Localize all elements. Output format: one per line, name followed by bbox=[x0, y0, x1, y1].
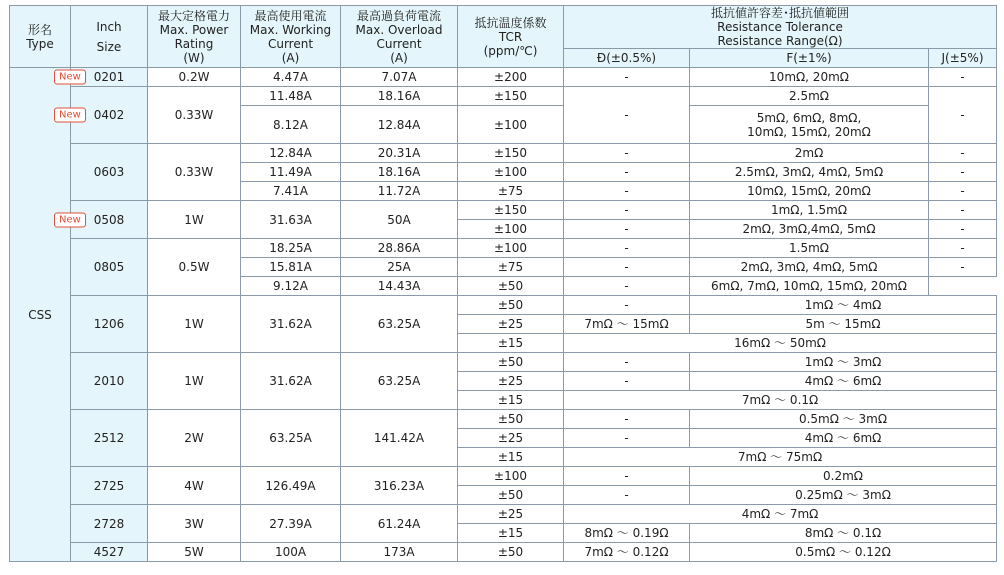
tolerance-fj-cell: 0.2mΩ bbox=[690, 467, 997, 486]
tolerance-f-cell: 2.5mΩ bbox=[690, 87, 929, 106]
tolerance-f-cell: 1.5mΩ bbox=[690, 239, 929, 258]
tolerance-d-cell: - bbox=[564, 182, 690, 201]
tcr-cell: ±25 bbox=[458, 372, 564, 391]
power-cell: 1W bbox=[148, 296, 241, 353]
overload-current-cell: 11.72A bbox=[341, 182, 458, 201]
working-current-cell: 31.63A bbox=[241, 201, 341, 239]
overload-current-cell: 18.16A bbox=[341, 163, 458, 182]
tolerance-d-cell: - bbox=[564, 87, 690, 144]
tolerance-d-cell: 7mΩ ～ 0.12Ω bbox=[564, 543, 690, 562]
power-cell: 2W bbox=[148, 410, 241, 467]
tolerance-fj-cell: 8mΩ ～ 0.1Ω bbox=[690, 524, 997, 543]
tolerance-d-cell: - bbox=[564, 201, 690, 220]
working-current-cell: 31.62A bbox=[241, 296, 341, 353]
tolerance-all-cell: 7mΩ ～ 75mΩ bbox=[564, 448, 997, 467]
power-cell: 5W bbox=[148, 543, 241, 562]
tolerance-d-cell: - bbox=[564, 68, 690, 87]
table-row bbox=[10, 353, 997, 372]
tcr-cell: ±15 bbox=[458, 391, 564, 410]
power-cell: 0.33W bbox=[148, 87, 241, 144]
tolerance-all-cell: 4mΩ ～ 7mΩ bbox=[564, 505, 997, 524]
working-current-cell: 18.25A bbox=[241, 239, 341, 258]
table-row bbox=[10, 87, 997, 106]
tcr-cell: ±15 bbox=[458, 334, 564, 353]
tolerance-d-cell: - bbox=[564, 220, 690, 239]
tolerance-all-cell: 7mΩ ～ 0.1Ω bbox=[564, 391, 997, 410]
overload-current-cell: 18.16A bbox=[341, 87, 458, 106]
tcr-cell: ±75 bbox=[458, 258, 564, 277]
tolerance-f-cell: 6mΩ, 7mΩ, 10mΩ, 15mΩ, 20mΩ bbox=[690, 277, 929, 296]
table-row bbox=[10, 467, 997, 486]
tolerance-d-cell: - bbox=[564, 353, 690, 372]
tolerance-f-cell: 10mΩ, 15mΩ, 20mΩ bbox=[690, 182, 929, 201]
table-row bbox=[10, 543, 997, 562]
type-cell: CSS bbox=[10, 68, 71, 562]
resistor-spec-table bbox=[9, 5, 997, 562]
tcr-cell: ±50 bbox=[458, 296, 564, 315]
tolerance-d-cell: - bbox=[564, 372, 690, 391]
tcr-cell: ±150 bbox=[458, 201, 564, 220]
overload-current-cell: 50A bbox=[341, 201, 458, 239]
tolerance-d-cell: - bbox=[564, 277, 690, 296]
tolerance-fj-cell: 0.5mΩ ～ 0.12Ω bbox=[690, 543, 997, 562]
tolerance-fj-cell: 1mΩ ～ 3mΩ bbox=[690, 353, 997, 372]
tolerance-d-cell: - bbox=[564, 429, 690, 448]
table-header bbox=[10, 6, 997, 68]
overload-current-cell: 25A bbox=[341, 258, 458, 277]
overload-current-cell: 14.43A bbox=[341, 277, 458, 296]
tolerance-j-cell: - bbox=[929, 182, 997, 201]
overload-current-cell: 63.25A bbox=[341, 353, 458, 410]
working-current-cell: 100A bbox=[241, 543, 341, 562]
table-row bbox=[10, 296, 997, 315]
tcr-cell: ±150 bbox=[458, 144, 564, 163]
overload-current-cell: 12.84A bbox=[341, 106, 458, 144]
power-cell: 0.5W bbox=[148, 239, 241, 296]
tcr-cell: ±15 bbox=[458, 448, 564, 467]
tolerance-d-cell: - bbox=[564, 239, 690, 258]
working-current-cell: 7.41A bbox=[241, 182, 341, 201]
tcr-cell: ±50 bbox=[458, 277, 564, 296]
working-current-cell: 31.62A bbox=[241, 353, 341, 410]
header-inch-size: Inch Size bbox=[71, 6, 148, 68]
working-current-cell: 63.25A bbox=[241, 410, 341, 467]
tolerance-d-cell: - bbox=[564, 296, 690, 315]
tcr-cell: ±25 bbox=[458, 315, 564, 334]
header-tcr: 抵抗温度係数 TCR (ppm/℃) bbox=[458, 6, 564, 68]
power-cell: 4W bbox=[148, 467, 241, 505]
tolerance-j-cell: - bbox=[929, 239, 997, 258]
tolerance-f-cell: 2.5mΩ, 3mΩ, 4mΩ, 5mΩ bbox=[690, 163, 929, 182]
tolerance-j-cell: - bbox=[929, 258, 997, 277]
working-current-cell: 27.39A bbox=[241, 505, 341, 543]
tcr-cell: ±150 bbox=[458, 87, 564, 106]
overload-current-cell: 63.25A bbox=[341, 296, 458, 353]
overload-current-cell: 7.07A bbox=[341, 68, 458, 87]
tolerance-fj-cell: 0.25mΩ ～ 3mΩ bbox=[690, 486, 997, 505]
power-cell: 0.2W bbox=[148, 68, 241, 87]
tolerance-f-cell: 10mΩ, 20mΩ bbox=[690, 68, 929, 87]
tcr-cell: ±100 bbox=[458, 220, 564, 239]
inch-cell: 2725 bbox=[71, 467, 148, 505]
tcr-cell: ±50 bbox=[458, 353, 564, 372]
table-row bbox=[10, 410, 997, 429]
working-current-cell: 11.48A bbox=[241, 87, 341, 106]
tolerance-d-cell: - bbox=[564, 486, 690, 505]
tolerance-d-cell: - bbox=[564, 258, 690, 277]
inch-cell: 0805 bbox=[71, 239, 148, 296]
power-cell: 1W bbox=[148, 201, 241, 239]
tolerance-fj-cell: 0.5mΩ ～ 3mΩ bbox=[690, 410, 997, 429]
tcr-cell: ±25 bbox=[458, 429, 564, 448]
overload-current-cell: 141.42A bbox=[341, 410, 458, 467]
tolerance-j-cell: - bbox=[929, 68, 997, 87]
power-cell: 3W bbox=[148, 505, 241, 543]
table-body bbox=[10, 68, 997, 562]
table-row bbox=[10, 505, 997, 524]
tolerance-f-cell: 2mΩ bbox=[690, 144, 929, 163]
tolerance-d-cell: - bbox=[564, 144, 690, 163]
table-row bbox=[10, 201, 997, 220]
working-current-cell: 9.12A bbox=[241, 277, 341, 296]
tcr-cell: ±15 bbox=[458, 524, 564, 543]
new-badge: New bbox=[54, 70, 86, 85]
header-max-overload-current: 最高過負荷電流 Max. Overload Current (A) bbox=[341, 6, 458, 68]
table-row bbox=[10, 144, 997, 163]
inch-cell: 2010 bbox=[71, 353, 148, 410]
tolerance-j-cell: - bbox=[929, 220, 997, 239]
power-cell: 1W bbox=[148, 353, 241, 410]
tcr-cell: ±25 bbox=[458, 505, 564, 524]
inch-cell: 1206 bbox=[71, 296, 148, 353]
tolerance-f-cell: 2mΩ, 3mΩ,4mΩ, 5mΩ bbox=[690, 220, 929, 239]
working-current-cell: 8.12A bbox=[241, 106, 341, 144]
overload-current-cell: 173A bbox=[341, 543, 458, 562]
tolerance-fj-cell: 4mΩ ～ 6mΩ bbox=[690, 429, 997, 448]
table-row bbox=[10, 68, 997, 87]
tcr-cell: ±50 bbox=[458, 486, 564, 505]
spec-table-container bbox=[9, 5, 997, 562]
working-current-cell: 11.49A bbox=[241, 163, 341, 182]
new-badge: New bbox=[54, 212, 86, 227]
inch-cell: New 0201 bbox=[71, 68, 148, 87]
tolerance-all-cell: 16mΩ ～ 50mΩ bbox=[564, 334, 997, 353]
power-cell: 0.33W bbox=[148, 144, 241, 201]
tolerance-j-cell: - bbox=[929, 201, 997, 220]
overload-current-cell: 20.31A bbox=[341, 144, 458, 163]
tolerance-j-cell: - bbox=[929, 163, 997, 182]
tolerance-fj-cell: 5m ～ 15mΩ bbox=[690, 315, 997, 334]
overload-current-cell: 61.24A bbox=[341, 505, 458, 543]
header-tolerance-f: F(±1%) bbox=[690, 49, 929, 68]
tolerance-f-cell: 5mΩ, 6mΩ, 8mΩ, 10mΩ, 15mΩ, 20mΩ bbox=[690, 106, 929, 144]
header-type: 形名 Type bbox=[10, 6, 71, 68]
tolerance-j-cell: - bbox=[929, 87, 997, 144]
tcr-cell: ±200 bbox=[458, 68, 564, 87]
tolerance-d-cell: 8mΩ ～ 0.19Ω bbox=[564, 524, 690, 543]
tolerance-d-cell: - bbox=[564, 467, 690, 486]
working-current-cell: 12.84A bbox=[241, 144, 341, 163]
overload-current-cell: 316.23A bbox=[341, 467, 458, 505]
tolerance-d-cell: - bbox=[564, 163, 690, 182]
tolerance-fj-cell: 1mΩ ～ 4mΩ bbox=[690, 296, 997, 315]
header-resistance: 抵抗値許容差･抵抗値範囲 Resistance Tolerance Resistance Range(Ω) bbox=[564, 6, 997, 49]
tolerance-d-cell: 7mΩ ～ 15mΩ bbox=[564, 315, 690, 334]
header-tolerance-d: Ð(±0.5%) bbox=[564, 49, 690, 68]
tcr-cell: ±50 bbox=[458, 543, 564, 562]
tolerance-f-cell: 2mΩ, 3mΩ, 4mΩ, 5mΩ bbox=[690, 258, 929, 277]
header-tolerance-j: J(±5%) bbox=[929, 49, 997, 68]
tcr-cell: ±100 bbox=[458, 163, 564, 182]
table-row bbox=[10, 239, 997, 258]
working-current-cell: 15.81A bbox=[241, 258, 341, 277]
inch-cell: 0603 bbox=[71, 144, 148, 201]
new-badge: New bbox=[54, 108, 86, 123]
inch-cell: New 0508 bbox=[71, 201, 148, 239]
tcr-cell: ±100 bbox=[458, 106, 564, 144]
tolerance-d-cell: - bbox=[564, 410, 690, 429]
tolerance-fj-cell: 4mΩ ～ 6mΩ bbox=[690, 372, 997, 391]
tcr-cell: ±75 bbox=[458, 182, 564, 201]
overload-current-cell: 28.86A bbox=[341, 239, 458, 258]
tolerance-f-cell: 1mΩ, 1.5mΩ bbox=[690, 201, 929, 220]
tcr-cell: ±50 bbox=[458, 410, 564, 429]
header-max-working-current: 最高使用電流 Max. Working Current (A) bbox=[241, 6, 341, 68]
header-max-power: 最大定格電力 Max. Power Rating (W) bbox=[148, 6, 241, 68]
inch-cell: 2512 bbox=[71, 410, 148, 467]
tolerance-j-cell: - bbox=[929, 144, 997, 163]
inch-cell: 2728 bbox=[71, 505, 148, 543]
tcr-cell: ±100 bbox=[458, 467, 564, 486]
inch-cell: New 0402 bbox=[71, 87, 148, 144]
inch-cell: 4527 bbox=[71, 543, 148, 562]
tcr-cell: ±100 bbox=[458, 239, 564, 258]
working-current-cell: 4.47A bbox=[241, 68, 341, 87]
working-current-cell: 126.49A bbox=[241, 467, 341, 505]
empty-cell bbox=[929, 277, 997, 296]
